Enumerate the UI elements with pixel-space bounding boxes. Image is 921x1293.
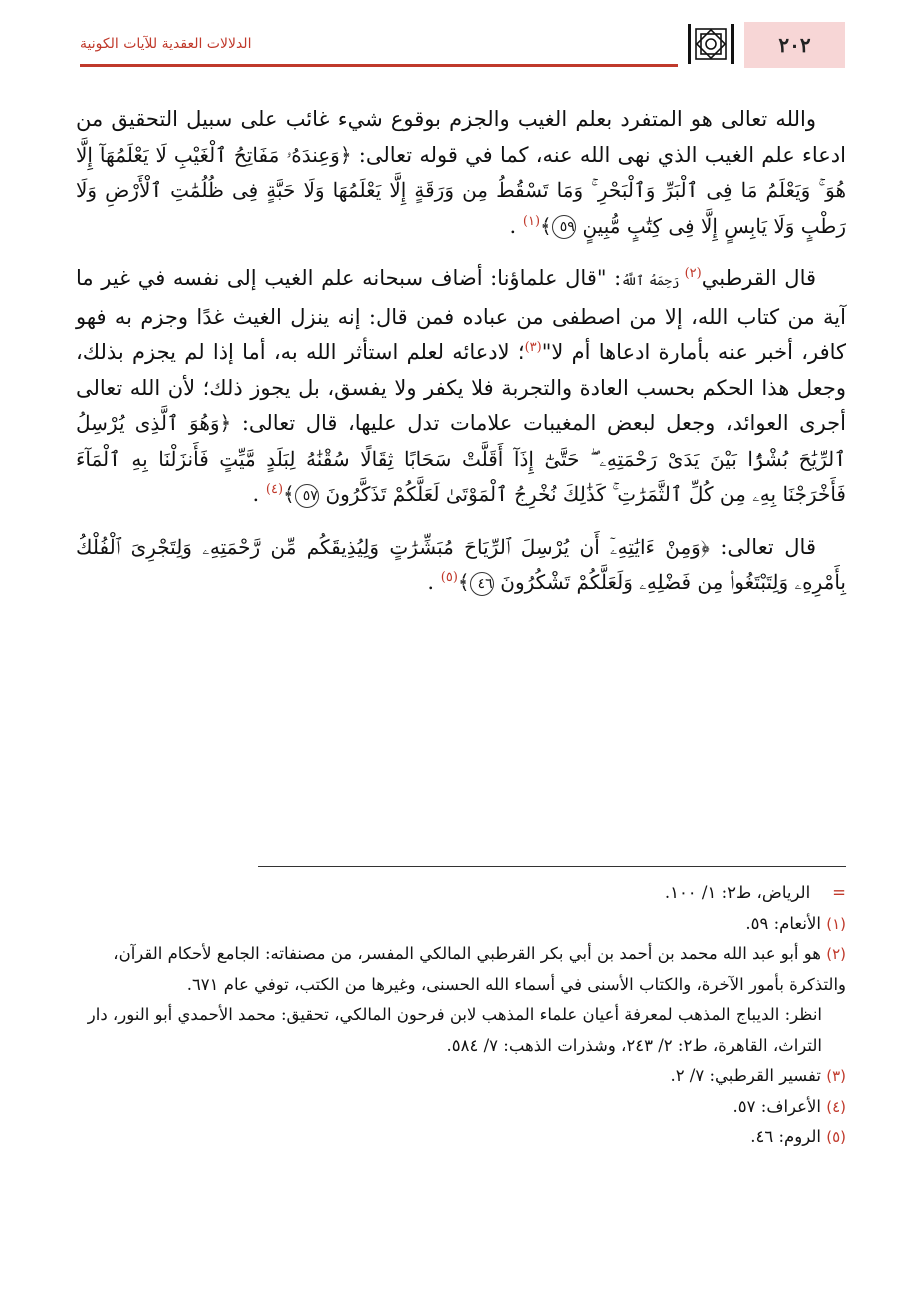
footnote-text: الأنعام: ٥٩. [745, 913, 821, 933]
footnote-ref-4[interactable]: (٤) [265, 482, 284, 497]
paragraph-3 [76, 530, 846, 601]
paragraph-2-text-b: : "قال علماؤنا: أضاف سبحانه علم الغيب إلى نفسه في غير ما آية من كتاب الله، إلا من اصطفى من عباده فمن قال: إنه ينزل الغيث غدًا وجزم به فهو كافر، أخبر عنه بأمارة ادعاها أم لا" [76, 266, 847, 364]
footnote-text: تفسير القرطبي: ٧/ ٢. [670, 1066, 821, 1085]
header-rule [80, 64, 678, 67]
footnote-continued-text: الرياض، ط٢: ١/ ١٠٠. [664, 883, 811, 902]
footnote-ref-2[interactable]: (٢) [684, 266, 702, 281]
paragraph-3-end: . [427, 570, 441, 594]
quran-close-3: ﴾ [457, 570, 470, 594]
footnote-text: الأعراف: ٥٧. [732, 1096, 821, 1116]
paragraph-1 [76, 102, 846, 244]
footnote-number: (٣) [826, 1067, 846, 1085]
footnote-continued [76, 878, 846, 909]
footnote-number: (٢) [826, 945, 846, 963]
quran-close-1: ﴾ [540, 213, 552, 238]
paragraph-2-text-a: قال القرطبي [701, 266, 817, 290]
continued-mark: = [832, 883, 846, 902]
ayah-number-3: ٤٦ [470, 572, 494, 596]
page-header [0, 0, 921, 80]
page-number-box [744, 22, 845, 68]
ayah-number-1: ٥٩ [552, 215, 576, 239]
footnote-number: (١) [826, 914, 846, 933]
paragraph-1-end: . [509, 213, 523, 238]
footnote-separator [258, 866, 846, 867]
footnote-number: (٤) [826, 1097, 846, 1116]
quran-verse-1: ﴿وَعِندَهُۥ مَفَاتِحُ ٱلْغَيْبِ لَا يَعْلَمُهَآ إِلَّا هُوَ ۚ وَيَعْلَمُ مَا فِى ٱلْبَرِّ وَٱلْبَحْرِ ۚ وَمَا تَسْقُطُ مِن وَرَقَةٍ إِلَّا يَعْلَمُهَا وَلَا حَبَّةٍ فِى ظُلُمَٰتِ ٱلْأَرْضِ وَلَا رَطْبٍ وَلَا يَابِسٍ إِلَّا فِى كِتَٰبٍ مُّبِينٍ [76, 142, 846, 238]
geometric-star-ornament-icon [688, 24, 734, 64]
paragraph-3-text: قال تعالى: [709, 534, 816, 559]
footnote-1 [76, 909, 846, 940]
quran-verse-3: ﴿وَمِنْ ءَايَٰتِهِۦٓ أَن يُرْسِلَ ٱلرِّيَاحَ مُبَشِّرَٰتٍ وَلِيُذِيقَكُم مِّن رَّحْمَتِهِۦ وَلِتَجْرِىَ ٱلْفُلْكُ بِأَمْرِهِۦ وَلِتَبْتَغُوا۟ مِن فَضْلِهِۦ وَلَعَلَّكُمْ تَشْكُرُونَ [76, 534, 846, 594]
paragraph-2 [76, 261, 846, 513]
page-number: ٢٠٢ [778, 33, 811, 57]
footnote-5 [76, 1122, 846, 1153]
footnote-ref-5[interactable]: (٥) [440, 570, 458, 585]
footnote-text: الروم: ٤٦. [750, 1127, 821, 1146]
paragraph-2-text-c: ؛ لادعائه لعلم استأثر الله به، أما إذا لم يجزم بذلك، وجعل هذا الحكم بحسب العادة والتجربة فلا يكفر ولا يفسق، بل يجوز ذلك؛ لأن الله تعالى أجرى العوائد، وجعل لبعض المغيبات علامات تدل عليها، قال تعالى: [76, 340, 846, 435]
footnote-ref-1[interactable]: (١) [522, 213, 541, 229]
quran-close-2: ﴾ [283, 482, 295, 506]
main-text [76, 102, 846, 601]
footnote-4 [76, 1092, 846, 1123]
running-title: الدلالات العقدية للآيات الكونية [80, 36, 252, 52]
footnote-3 [76, 1061, 846, 1092]
paragraph-1-text: والله تعالى هو المتفرد بعلم الغيب والجزم بوقوع شيء غائب على سبيل التحقيق من ادعاء علم الغيب الذي نهى الله عنه، كما في قوله تعالى: [76, 107, 846, 167]
quran-verse-2: ﴿وَهُوَ ٱلَّذِى يُرْسِلُ ٱلرِّيَٰحَ بُشْرًۢا بَيْنَ يَدَىْ رَحْمَتِهِۦ ۖ حَتَّىٰٓ إِذَآ أَقَلَّتْ سَحَابًا ثِقَالًا سُقْنَٰهُ لِبَلَدٍ مَّيِّتٍ فَأَنزَلْنَا بِهِ ٱلْمَآءَ فَأَخْرَجْنَا بِهِۦ مِن كُلِّ ٱلثَّمَرَٰتِ ۚ كَذَٰلِكَ نُخْرِجُ ٱلْمَوْتَىٰ لَعَلَّكُمْ تَذَكَّرُونَ [76, 411, 846, 506]
footnote-text: هو أبو عبد الله محمد بن أحمد بن أبي بكر القرطبي المالكي المفسر، من مصنفاته: الجامع لأحكام القرآن، والتذكرة بأمور الآخرة، والكتاب الأسنى في أسماء الله الحسنى، وغيرها من الكتب، توفي عام ٦٧١. [113, 944, 846, 994]
honorific: رَحِمَهُ ٱللَّهُ [621, 274, 685, 289]
footnotes [76, 878, 846, 1153]
footnote-2 [76, 939, 846, 1061]
footnote-text-continued: انظر: الديباج المذهب لمعرفة أعيان علماء المذهب لابن فرحون المالكي، تحقيق: محمد الأحمدي أبو النور، دار التراث، القاهرة، ط٢: ٢/ ٢٤٣، وشذرات الذهب: ٧/ ٥٨٤. [87, 1005, 822, 1055]
footnote-ref-3[interactable]: (٣) [524, 340, 542, 355]
ayah-number-2: ٥٧ [295, 484, 319, 508]
footnote-number: (٥) [826, 1128, 846, 1146]
paragraph-2-end: . [252, 482, 266, 506]
